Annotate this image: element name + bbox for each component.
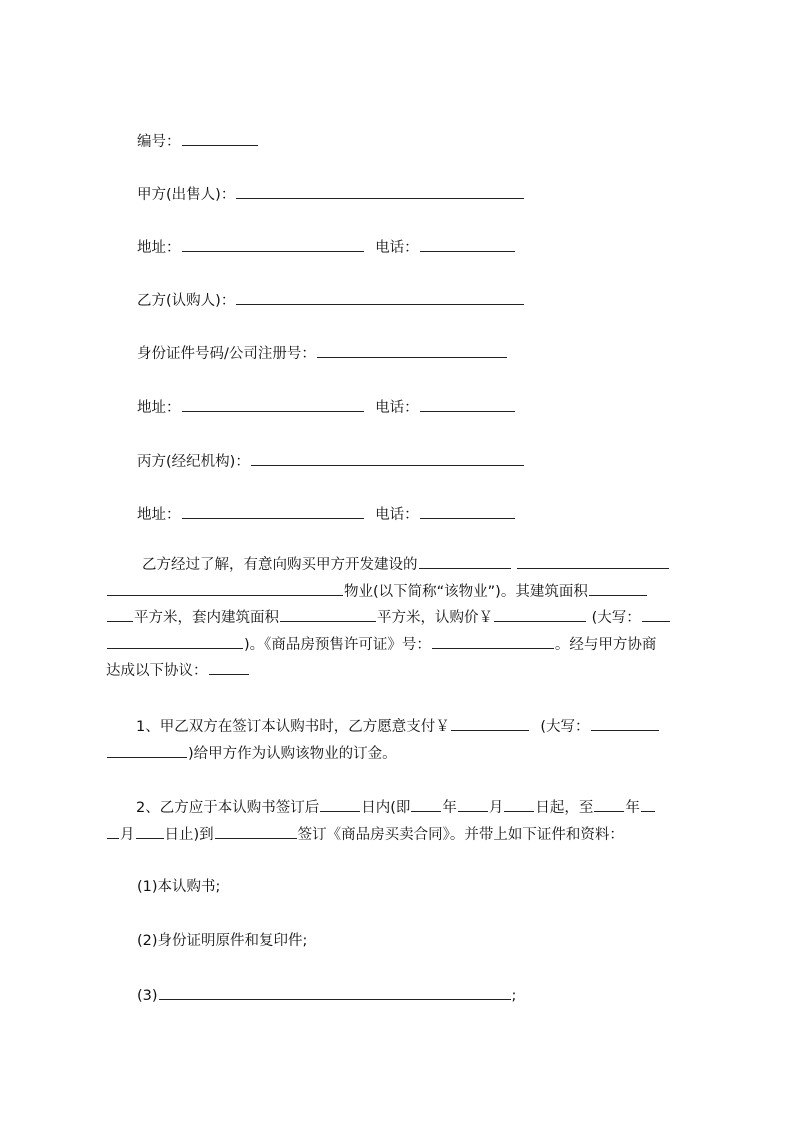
clause-1-row-2 xyxy=(106,741,706,768)
intro-row-3 xyxy=(106,605,706,632)
intro-row-5 xyxy=(106,658,706,685)
address-b-label: 地址： xyxy=(137,400,181,416)
address-c-blank[interactable] xyxy=(182,504,364,519)
price-words-blank[interactable] xyxy=(642,607,670,622)
intro-row-1 xyxy=(106,552,706,579)
number-label: 编号： xyxy=(137,134,181,150)
permit-blank[interactable] xyxy=(432,634,554,649)
days-blank[interactable] xyxy=(320,797,360,812)
deposit-words-blank[interactable] xyxy=(591,716,659,731)
end-month-blank[interactable] xyxy=(641,797,655,812)
item-1-text: (1)本认购书; xyxy=(137,879,221,895)
clause-2-text-6: 年 xyxy=(625,800,640,816)
party-a-label: 甲方(出售人)： xyxy=(137,187,236,203)
item-1 xyxy=(137,877,220,897)
phone-c-label: 电话： xyxy=(375,507,419,523)
party-c-blank[interactable] xyxy=(251,451,524,466)
clause-2-text-9: 签订《商品房买卖合同》。并带上如下证件和资料： xyxy=(297,826,624,843)
intro-text-3: 平方米，套内建筑面积 xyxy=(134,610,279,627)
end-year-blank[interactable] xyxy=(594,797,624,812)
intro-text-5: (大写： xyxy=(591,610,641,627)
number-field xyxy=(137,131,259,152)
clause-1-text-3: )给甲方作为认购该物业的订金。 xyxy=(188,745,397,762)
inner-area-blank[interactable] xyxy=(280,607,376,622)
address-a-label: 地址： xyxy=(137,240,181,256)
clause-2-text-2: 日内(即 xyxy=(361,800,411,816)
deposit-blank[interactable] xyxy=(451,716,529,731)
intro-text-8: 达成以下协议： xyxy=(106,663,208,680)
party-a-blank[interactable] xyxy=(236,184,524,199)
clause-2 xyxy=(106,795,706,848)
party-c-label: 丙方(经纪机构)： xyxy=(137,454,250,470)
address-b-blank[interactable] xyxy=(182,397,364,412)
area-blank-cont[interactable] xyxy=(107,607,133,622)
start-day-blank[interactable] xyxy=(504,797,534,812)
project-blank-cont[interactable] xyxy=(517,554,669,569)
start-month-blank[interactable] xyxy=(458,797,488,812)
phone-b-label: 电话： xyxy=(375,400,419,416)
id-label: 身份证件号码/公司注册号： xyxy=(137,346,316,362)
id-blank[interactable] xyxy=(317,343,507,358)
party-b-blank[interactable] xyxy=(236,290,524,305)
party-b-field xyxy=(137,290,525,311)
phone-b-blank[interactable] xyxy=(420,397,515,412)
party-a-field xyxy=(137,184,525,205)
party-c-field xyxy=(137,451,525,472)
property-blank[interactable] xyxy=(107,581,343,596)
address-a-blank[interactable] xyxy=(182,237,364,252)
address-c-label: 地址： xyxy=(137,507,181,523)
clause-1-text-1: 1、甲乙双方在签订本认购书时，乙方愿意支付￥ xyxy=(136,719,450,735)
deposit-words-blank-cont[interactable] xyxy=(107,743,187,758)
address-b-field xyxy=(137,397,516,418)
phone-c-blank[interactable] xyxy=(420,504,515,519)
price-blank[interactable] xyxy=(494,607,586,622)
address-a-field xyxy=(137,237,516,258)
agreement-blank[interactable] xyxy=(209,660,249,675)
intro-text-2: 物业(以下简称“该物业”)。其建筑面积 xyxy=(344,583,588,600)
clause-1-row-1 xyxy=(106,714,706,741)
intro-text-7: 。经与甲方协商 xyxy=(554,636,657,653)
party-b-label: 乙方(认购人)： xyxy=(137,293,236,309)
area-blank[interactable] xyxy=(589,581,647,596)
clause-1-text-2: (大写： xyxy=(540,719,590,735)
item-2-text: (2)身份证明原件和复印件; xyxy=(137,933,308,949)
clause-2-text-1: 2、乙方应于本认购书签订后 xyxy=(136,800,320,816)
clause-2-text-5: 日起，至 xyxy=(535,800,594,816)
address-c-field xyxy=(137,504,516,525)
intro-text-6: )。《商品房预售许可证》号： xyxy=(244,636,431,653)
id-field xyxy=(137,343,508,364)
clause-2-row-2 xyxy=(106,822,706,849)
clause-2-text-7: 月 xyxy=(120,826,135,843)
clause-2-text-3: 年 xyxy=(442,800,457,816)
clause-2-text-8: 日止)到 xyxy=(164,826,214,843)
item-3 xyxy=(137,985,516,1006)
intro-text-1: 乙方经过了解，有意向购买甲方开发建设的 xyxy=(142,557,418,573)
clause-1 xyxy=(106,714,706,767)
end-day-blank[interactable] xyxy=(136,824,164,839)
intro-row-4 xyxy=(106,632,706,659)
end-month-blank-cont[interactable] xyxy=(107,824,119,839)
clause-2-row-1 xyxy=(106,795,706,822)
intro-paragraph xyxy=(106,552,706,685)
clause-2-text-4: 月 xyxy=(488,800,504,816)
item-2 xyxy=(137,931,307,951)
phone-a-blank[interactable] xyxy=(420,237,515,252)
item-3-end: ; xyxy=(511,988,517,1004)
item-3-blank[interactable] xyxy=(159,985,511,1000)
intro-text-4: 平方米，认购价￥ xyxy=(377,610,493,627)
intro-row-2 xyxy=(106,579,706,606)
phone-a-label: 电话： xyxy=(375,240,419,256)
item-3-text: (3) xyxy=(137,988,158,1004)
number-blank[interactable] xyxy=(182,131,258,146)
project-blank[interactable] xyxy=(419,554,511,569)
sign-place-blank[interactable] xyxy=(215,824,297,839)
price-words-blank-cont[interactable] xyxy=(107,634,243,649)
start-year-blank[interactable] xyxy=(411,797,441,812)
